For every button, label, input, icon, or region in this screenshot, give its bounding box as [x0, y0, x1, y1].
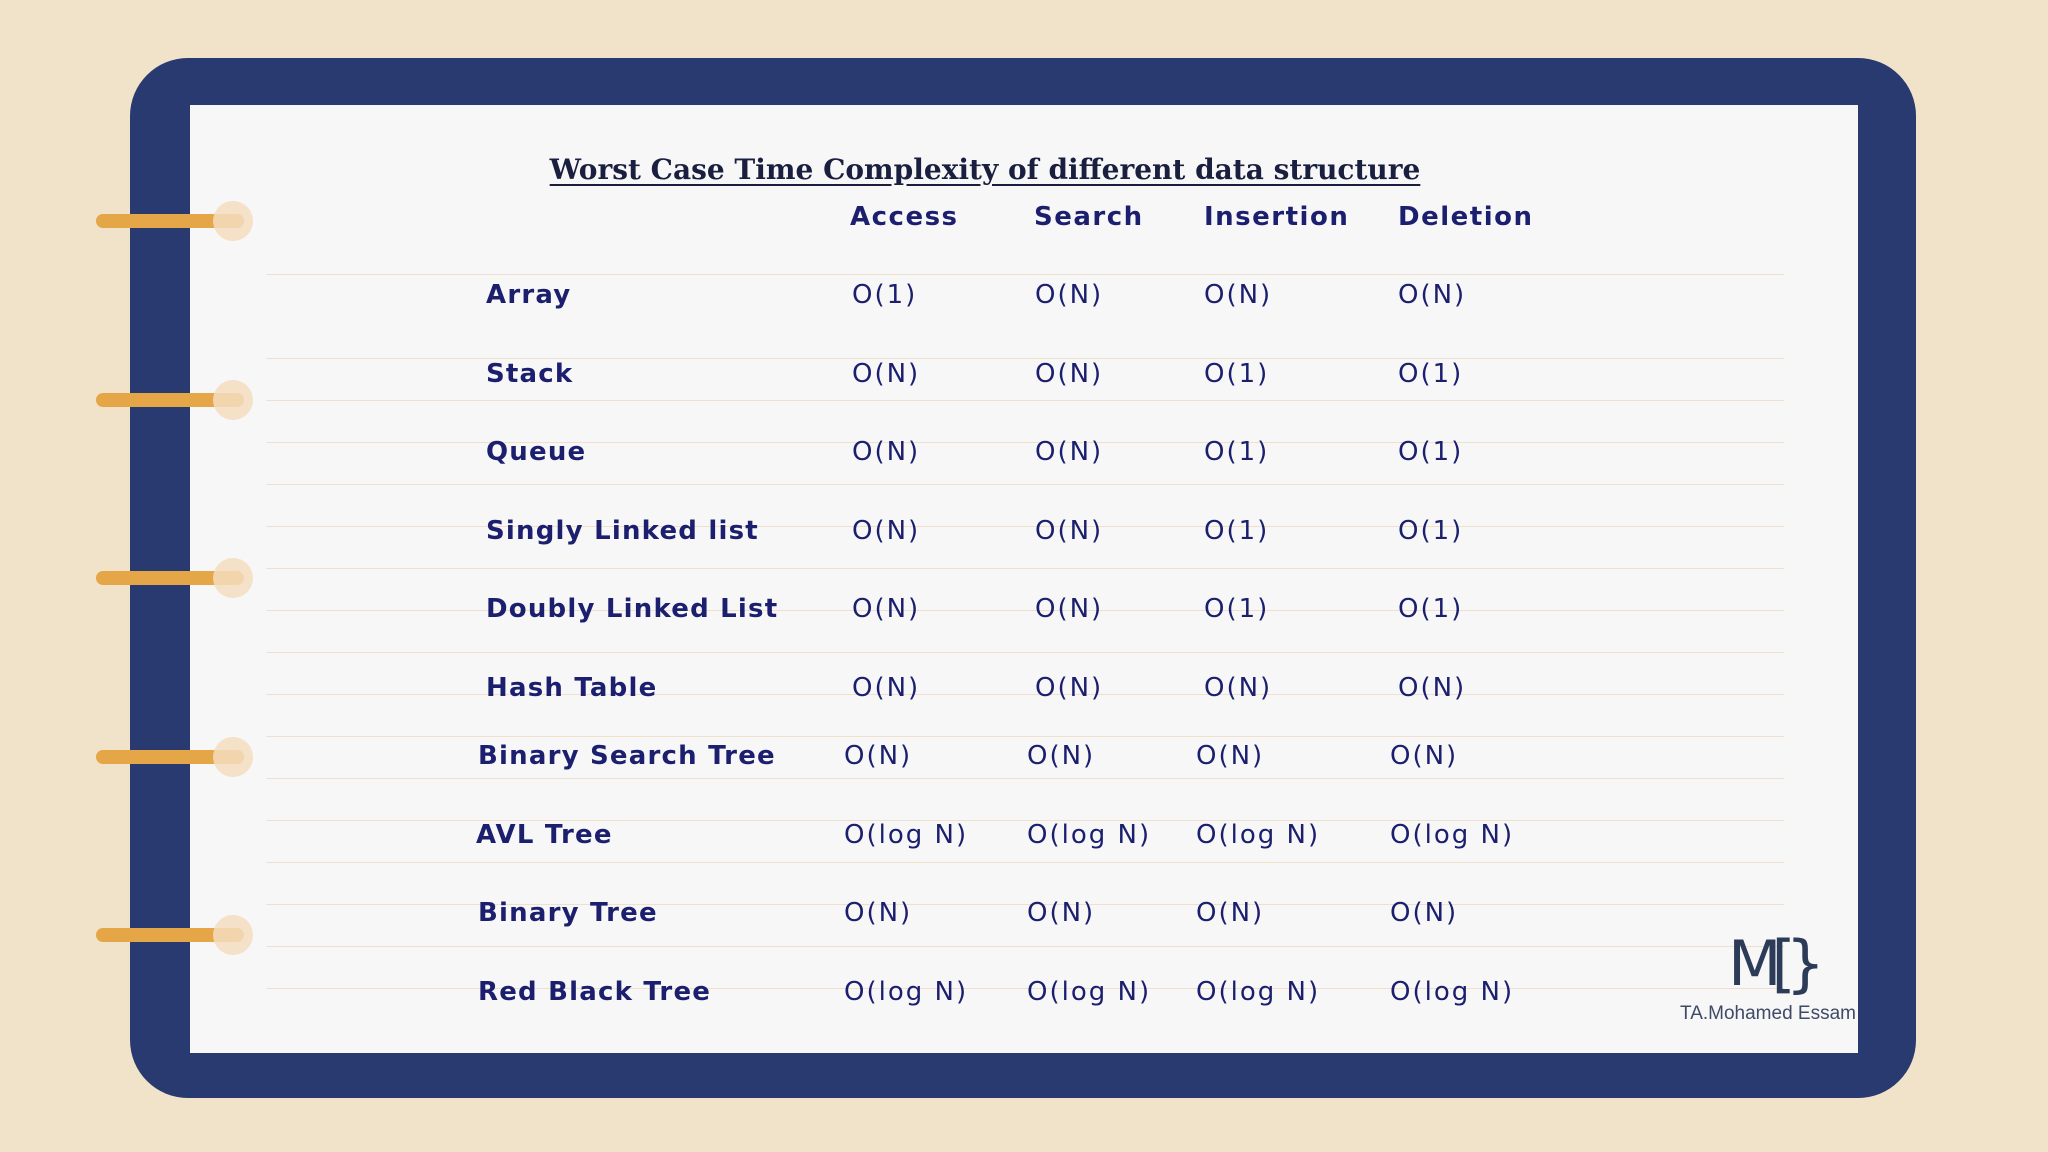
table-row: [190, 432, 1858, 472]
table-row: [190, 893, 1858, 933]
deletion-cell: O(log N): [1390, 977, 1515, 1007]
column-header-access: Access: [850, 202, 959, 232]
search-cell: O(N): [1027, 898, 1096, 928]
row-label: Doubly Linked List: [486, 594, 779, 624]
table-row: [190, 972, 1858, 1012]
insertion-cell: O(N): [1204, 673, 1273, 703]
access-cell: O(N): [852, 673, 921, 703]
insertion-cell: O(log N): [1196, 820, 1321, 850]
access-cell: O(N): [852, 594, 921, 624]
search-cell: O(N): [1035, 437, 1104, 467]
access-cell: O(N): [852, 516, 921, 546]
search-cell: O(N): [1035, 516, 1104, 546]
search-cell: O(log N): [1027, 820, 1152, 850]
binder-hole: [213, 380, 253, 420]
binder-hole: [213, 737, 253, 777]
binder-hole: [213, 558, 253, 598]
page-rule: [266, 778, 1784, 779]
column-header-insertion: Insertion: [1204, 202, 1350, 232]
deletion-cell: O(N): [1390, 898, 1459, 928]
row-label: Binary Tree: [478, 898, 658, 928]
access-cell: O(1): [852, 280, 918, 310]
column-header-search: Search: [1034, 202, 1144, 232]
svg-text:M[}: M[}: [1728, 927, 1816, 997]
row-label: Stack: [486, 359, 574, 389]
table-row: [190, 511, 1858, 551]
row-label: AVL Tree: [476, 820, 613, 850]
page-rule: [266, 946, 1784, 947]
deletion-cell: O(1): [1398, 359, 1464, 389]
access-cell: O(N): [852, 359, 921, 389]
deletion-cell: O(log N): [1390, 820, 1515, 850]
insertion-cell: O(1): [1204, 359, 1270, 389]
page-rule: [266, 652, 1784, 653]
access-cell: O(N): [844, 898, 913, 928]
deletion-cell: O(N): [1398, 280, 1467, 310]
author-logo: [1680, 925, 1856, 1025]
row-label: Red Black Tree: [478, 977, 712, 1007]
binder-hole: [213, 201, 253, 241]
table-row: [190, 354, 1858, 394]
notebook-page: [190, 105, 1858, 1053]
insertion-cell: O(N): [1196, 741, 1265, 771]
table-row: [190, 668, 1858, 708]
row-label: Binary Search Tree: [478, 741, 776, 771]
insertion-cell: O(1): [1204, 437, 1270, 467]
access-cell: O(log N): [844, 820, 969, 850]
deletion-cell: O(1): [1398, 594, 1464, 624]
column-header-deletion: Deletion: [1398, 202, 1534, 232]
insertion-cell: O(N): [1204, 280, 1273, 310]
search-cell: O(N): [1035, 280, 1104, 310]
deletion-cell: O(N): [1398, 673, 1467, 703]
access-cell: O(N): [844, 741, 913, 771]
search-cell: O(N): [1035, 673, 1104, 703]
binder-hole: [213, 915, 253, 955]
m-brackets-logo-icon: [1728, 925, 1818, 997]
search-cell: O(N): [1035, 594, 1104, 624]
search-cell: O(N): [1035, 359, 1104, 389]
row-label: Queue: [486, 437, 587, 467]
page-title: Worst Case Time Complexity of different data structure: [549, 153, 1421, 186]
insertion-cell: O(N): [1196, 898, 1265, 928]
table-row: [190, 275, 1858, 315]
logo-caption: TA.Mohamed Essam: [1680, 1003, 1856, 1024]
insertion-cell: O(log N): [1196, 977, 1321, 1007]
access-cell: O(N): [852, 437, 921, 467]
deletion-cell: O(1): [1398, 437, 1464, 467]
table-row: [190, 815, 1858, 855]
row-label: Array: [486, 280, 572, 310]
search-cell: O(log N): [1027, 977, 1152, 1007]
page-rule: [266, 484, 1784, 485]
access-cell: O(log N): [844, 977, 969, 1007]
row-label: Singly Linked list: [486, 516, 759, 546]
page-rule: [266, 568, 1784, 569]
row-label: Hash Table: [486, 673, 658, 703]
deletion-cell: O(1): [1398, 516, 1464, 546]
page-rule: [266, 862, 1784, 863]
table-row: [190, 736, 1858, 776]
insertion-cell: O(1): [1204, 594, 1270, 624]
insertion-cell: O(1): [1204, 516, 1270, 546]
search-cell: O(N): [1027, 741, 1096, 771]
table-row: [190, 589, 1858, 629]
deletion-cell: O(N): [1390, 741, 1459, 771]
page-rule: [266, 400, 1784, 401]
